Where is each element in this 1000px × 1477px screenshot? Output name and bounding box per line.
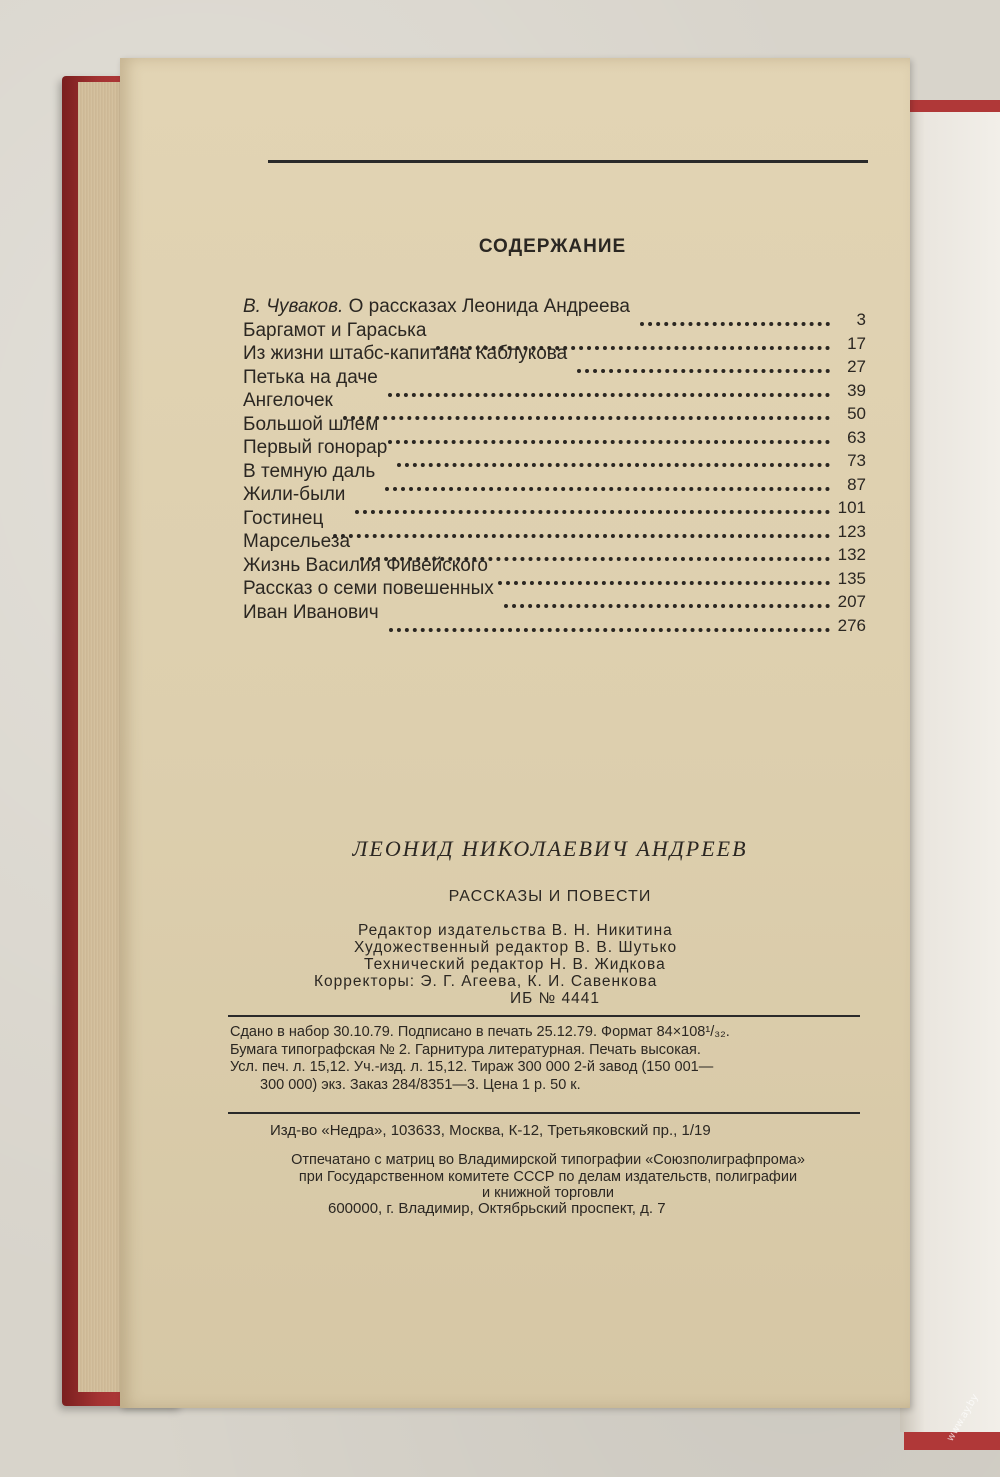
divider [228,1112,860,1114]
facing-page [900,112,1000,1432]
toc-entry-page: 207 [837,592,866,611]
toc-entry-title [243,414,384,436]
toc-entry-title [243,602,385,624]
toc-leader-dots [385,467,830,491]
toc-leader-dots [577,349,830,373]
toc-entry-label: Ангелочек [243,390,333,411]
tech-line: Бумага типографская № 2. Гарнитура литературная. Печать высокая. [230,1041,701,1058]
staff-credits [300,922,820,1007]
toc-entry-label: О рассказах Леонида Андреева [348,296,630,317]
toc-entry-label: Жизнь Василия Фивейского [243,554,488,576]
toc-entry-label: Рассказ о семи повешенных [243,578,494,599]
printing-info [228,1152,868,1202]
toc-leader-dots [397,443,830,467]
toc-entry-title [243,367,384,389]
toc-entry-label: Марсельеза [243,531,351,552]
author-name: ЛЕОНИД НИКОЛАЕВИЧ АНДРЕЕВ [352,836,748,861]
toc-entry-title [243,461,381,483]
toc-entry-label: Баргамот и Гараська [243,319,427,341]
toc-entry-page: 39 [847,380,866,400]
toc-entry-label: Иван Иванович [243,601,379,623]
toc-entry-page: 3 [856,310,866,329]
staff-line: Редактор издательства В. Н. Никитина [358,922,673,939]
tech-line: Сдано в набор 30.10.79. Подписано в печать 25.12.79. Формат 84×108¹/₃₂. [230,1024,730,1040]
toc-entry-page: 276 [837,615,866,635]
toc-entry-title [243,437,393,459]
toc-entry-title [243,508,329,530]
toc-entry-page: 123 [837,521,866,541]
toc-entry-label: Гостинец [243,507,324,529]
toc-entry-title [243,484,351,506]
toc-title: СОДЕРЖАНИЕ [478,236,627,257]
printing-line: Отпечатано с матриц во Владимирской типографии «Союзполиграфпрома» [291,1152,805,1168]
toc-leader-dots [389,608,830,632]
staff-line: Художественный редактор В. В. Шутько [354,939,678,956]
watermark: www.ay.by [945,1392,981,1444]
publisher-line: Изд-во «Недра», 103633, Москва, К-12, Третьяковский пр., 1/19 [270,1122,711,1139]
toc-leader-dots [343,396,830,420]
toc-entry-page: 63 [847,427,866,447]
toc-entry-title [243,531,356,553]
toc-entry-label: Первый гонорар [243,437,388,458]
toc-entry-title [243,320,432,342]
toc-entry-label: Большой шлем [243,413,379,435]
toc-entry-title [243,296,636,318]
printing-line: и книжной торговли [481,1185,615,1201]
toc-entry-page: 135 [837,568,866,588]
top-rule [268,160,868,163]
toc-entry-author: В. Чуваков. [243,296,344,317]
toc-entry-label: В темную даль [243,460,376,482]
staff-line: ИБ № 4441 [510,990,601,1007]
book-title: РАССКАЗЫ И ПОВЕСТИ [448,888,652,905]
toc-entry-page: 17 [847,333,866,353]
toc-leader-dots [333,514,830,538]
toc-entry-page: 50 [847,404,866,423]
divider [228,1015,860,1017]
toc-entry-page: 73 [847,451,866,470]
toc-leader-dots [498,561,830,585]
toc-entry-page: 27 [847,357,866,376]
printing-line: при Государственном комитете СССР по делам издательств, полиграфии [298,1168,798,1185]
toc-entry-page: 132 [837,545,866,564]
printer-address: 600000, г. Владимир, Октябрьский проспект, д. 7 [328,1200,666,1217]
toc-entry-page: 87 [847,474,866,494]
technical-details [230,1024,870,1094]
toc-entry-title [243,343,573,365]
staff-line: Корректоры: Э. Г. Агеева, К. И. Савенкова [314,973,658,990]
toc-leader-dots [388,420,830,444]
toc-leader-dots [355,490,830,514]
tech-line: Усл. печ. л. 15,12. Уч.-изд. л. 15,12. Тираж 300 000 2-й завод (150 001— [230,1059,714,1075]
toc-entry-title [243,578,500,600]
toc-entry-label: Петька на даче [243,366,378,388]
toc-leader-dots [640,302,830,326]
toc-entry-page: 101 [837,498,866,517]
toc-leader-dots [504,584,830,608]
toc-entry-label: Жили-были [243,484,346,505]
toc-entry-title [243,390,339,412]
tech-line: 300 000) экз. Заказ 284/8351—3. Цена 1 р. 50 к. [260,1076,581,1093]
toc-entry-label: Из жизни штабс-капитана Каблукова [243,343,568,364]
toc-leader-dots [388,373,830,397]
table-of-contents [243,296,866,635]
staff-line: Технический редактор Н. В. Жидкова [364,956,666,973]
toc-entry-title [243,555,494,577]
